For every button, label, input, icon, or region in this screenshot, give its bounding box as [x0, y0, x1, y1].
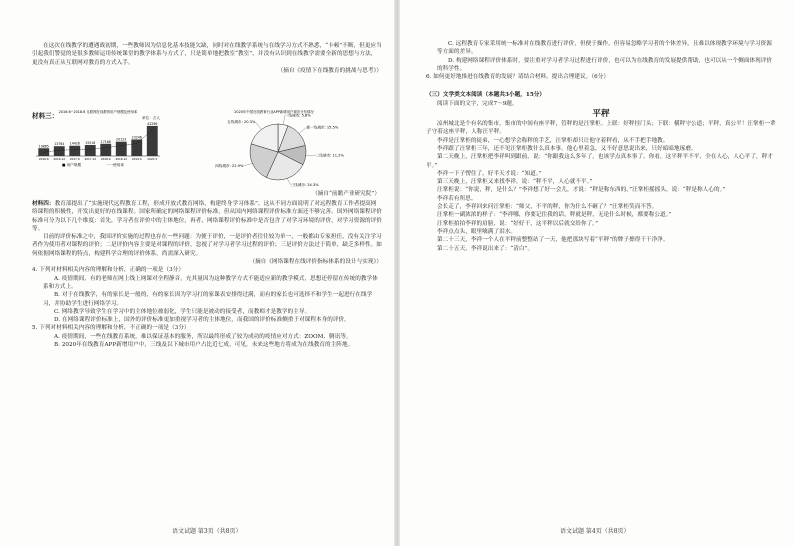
bar-chart [32, 108, 164, 168]
bar-chart-value-label: 23246 [131, 135, 142, 140]
right-page [400, 0, 794, 546]
bar-chart-value-label: 14426 [69, 141, 80, 146]
story-paragraph: 李祥点点头，眼里噙满了泪水。 [437, 228, 517, 235]
story-paragraph: 汪掌柜拍拍李祥的肩膀，说：“好好干，这平秤以后就交给你了。” [437, 220, 599, 227]
source-2: （摘自“前瞻产业研究院”） [312, 191, 380, 197]
section-3-instructions: 阅读下面的文字，完成7～9题。 [437, 100, 518, 107]
bar-chart-tick-label: 2018.12 [115, 157, 128, 161]
q4-option-d: D. 在网络课程评价标准上，国外的评价标准更加重视学习者的主体地位，而我国的评价标准侧重于对课程本身的评价。 [54, 317, 350, 324]
q5-option-b: B. 2020年在线教育APP新增用户中，三线及以下城市用户占比近七成，可见，未来这些地方将成为在线教育的主阵地。 [54, 342, 354, 349]
bar-chart-value-label: 42296 [147, 121, 158, 126]
bar-chart-tick-label: 2016.6 [38, 157, 49, 161]
left-column-top [32, 42, 382, 75]
story-paragraph: 会长走了，李祥回来问汪掌柜：“师父，不平的秤，你为什么不砸了？”汪掌柜笑而不答。 [437, 204, 658, 211]
left-column-body [32, 200, 382, 349]
bar-chart-tick-label: 2017.12 [84, 157, 97, 161]
bar-chart-legend-2: 一一使用率 [106, 163, 124, 167]
q4-option-c: C. 网络教学导致学生在学习中的主体地位被弱化，学生只能是被动的接受者，而教师才是教学的主导。 [54, 308, 311, 315]
bar-chart-bar [54, 146, 65, 156]
bar-chart-bar [85, 145, 96, 156]
bar-chart-value-label: 13764 [54, 142, 65, 147]
story-body [426, 120, 776, 253]
story-paragraph: 汪掌柜说：“你说，秤，是什么？”李祥想了好一会儿，才说：“秤是称东西的。”汪掌柜摇摇头，说：“秤是称人心的。” [437, 187, 726, 194]
pie-chart-slice-label: 四线城市: 22.9% [215, 163, 244, 168]
material-3-label: 材料三： [32, 112, 59, 120]
bar-chart-bar [147, 126, 158, 156]
bar-chart-tick-label: 2017.6 [69, 157, 80, 161]
pie-chart-title: 2020年中国在线教育行业APP新增用户城市分布情况 [234, 110, 314, 114]
pie-chart-slice-label: 五线城市: 20.3% [227, 120, 256, 125]
q4-stem: 4. 下列对材料相关内容的理解和分析，正确的一项是（3分） [32, 267, 184, 274]
intro-paragraph: 在这次在线教学的遭遇战初期，一些教师因为信息化基本技能欠缺，同时对在线教学系统与在线学习方式不熟悉，“卡顿”不断，但更应当引起我们警觉的是很多教师运用传统课堂的教学体系与方式了，只是简单地把教室“教室”，并没有认识到在线教学需要全新的思想与方法，更没有真正从互联网对教育的方式入手。 [32, 43, 382, 66]
bar-chart-value-label: 20123 [116, 137, 127, 142]
pie-chart-slice-label: 三线城市: 24.3% [290, 182, 319, 187]
pie-chart-leader-line [299, 127, 307, 133]
right-column [426, 40, 776, 253]
story-paragraph: 第二十三天，李祥一个人在平秤前整整站了一天，他把那块写着“平秤”的牌子擦得干干净净。 [437, 237, 669, 244]
bar-chart-value-label: 15518 [85, 140, 96, 145]
section-3-heading: （三）文学类文本阅读（本题共3小题，15分） [426, 92, 546, 99]
story-title: 平秤 [592, 109, 610, 120]
pie-chart [174, 108, 374, 190]
story-paragraph: 凉州城北是个有名的集市，集市的中间有座平秤，管秤的是汪掌柜。上联：好秤挂门头；下联：横秤守公道；平秤，真公平！汪掌柜一辈子守着这座平秤，人称汪平秤。 [426, 121, 776, 136]
bar-chart-bar [116, 142, 127, 156]
pie-chart-leader-line [255, 122, 261, 129]
bar-chart-value-label: 17186 [100, 139, 111, 144]
story-paragraph: 李祥跟了汪掌柜三年，还不见汪掌柜教什么真本事。他心里着急，又不好意思说出来，只好暗暗地琢磨。 [437, 145, 697, 152]
story-paragraph: 第三天晚上，汪掌柜又来找李祥，说：“秤不平，人心就不平。” [437, 179, 593, 186]
bar-chart-bar [131, 139, 142, 156]
bar-chart-title: 2016.6~2018.6 互联网在线教育用户规模及使用率 [58, 110, 138, 114]
story-paragraph: 汪掌柜一副浓浓的样子：“李祥哪，你要记住我的话，秤就是秤，无论什么时候，都要称公道。” [437, 212, 672, 219]
pie-chart-leader-line [243, 164, 252, 166]
bar-chart-tick-label: 2019.6 [131, 157, 142, 161]
pie-chart-slice-label: 一线城市: 5.8% [284, 113, 311, 118]
story-paragraph: 李祥一下子愣住了，好半天才说：“知道。” [437, 170, 542, 177]
right-footer: 语文试题 第4页（共8页） [560, 528, 630, 535]
bar-chart-tick-label: 2020.3 [147, 157, 158, 161]
bar-chart-ylabel: 单位：万人 [142, 116, 160, 120]
pie-chart-slice-label: 二线城市: 11.2% [315, 153, 344, 158]
story-paragraph: 第二十五天，李祥说出来了：“清白”。 [437, 245, 534, 252]
story-paragraph: 李祥是汪掌柜的徒弟，一心想学会称秤的手艺，汪掌柜却只让他守着秤看，从不手把手地教。 [437, 137, 669, 144]
story-paragraph: 第二天晚上，汪掌柜把李祥叫到跟前，说：“你跟我这么多年了，也该学点真本事了。你看，这平秤平不平，全在人心，人心平了，秤才平。” [426, 154, 773, 169]
bar-chart-tick-label: 2016.12 [53, 157, 66, 161]
q5-option-a: A. 疫情期间，一些在线教育系统，难以保证基本的服务，所以最终形成了较为成功的疫情应对方式：ZOOM、腾讯等。 [54, 333, 352, 340]
q5-stem: 5. 下列对材料相关内容的理解和分析，不正确的一项是（3分） [32, 325, 190, 332]
left-footer: 语文试题 第3页（共8页） [172, 528, 242, 535]
bar-chart-bar [69, 146, 80, 156]
material-4-p1: 教育部提出了“实施现代远程教育工程，形成开放式教育网络，构建终身学习体系”。这从不同方面说明了对远程教育工作者提高网络课程的积极性，开发出更好的在线课程。国家所确定的网络课程评价标准，但从国内网络课程评价标准方面还不够完善。国外网络课程评价标准可分为以下几个维度：首先，学习者在评价中的主体地位，再者，网络课程评价标准中是否包含了对学习环境的评价，对学习资源的评价等。 [32, 201, 382, 232]
material-4-p2: 目前的评价标准之中，我国评价实施的过程也存在一些问题：为便于评价，一是评价者往往较为单一，一般都由专家担任，没有关注学习者作为使用者对课程的评价；二是评价内容主要是对课程的评价，忽视了对学习者学习过程的评价；三是评价方法过于简单，缺乏多样性。如何依据网络课程的特点，构建科学合理的评价体系，尚需深入研究。 [32, 234, 382, 257]
bar-chart-value-label: 10865 [38, 144, 49, 149]
material-4-label: 材料四： [32, 201, 55, 207]
pie-chart-slice-label: 新一线城市: 15.5% [306, 125, 339, 130]
bar-chart-legend-1: ■ 用户规模 [62, 163, 81, 167]
source-1: （摘自《疫情下在线教育的挑战与思考》） [277, 67, 382, 74]
story-paragraph: 李祥若有所思。 [437, 195, 477, 202]
left-page [0, 0, 394, 546]
q4-option-b: B. 对于在线教学，有的家长是一般的，有的家长因为学习打的家课表安排得过满，而有的家长也可选择不和学生一起进行在线学习，并协助学生进行网络学习。 [43, 292, 373, 307]
pie-chart-leader-line [287, 178, 290, 185]
q5-option-d: D. 构建网络课程评价体系时，要注重对学习者学习过程进行评价，也可以为在线教育的发展提供帮助，也可以从一个侧面体现评价的科学性。 [437, 57, 773, 72]
source-3: （摘自《网络课程在线评价指标体系的设计与实现》） [249, 259, 382, 266]
q5-option-c: C. 远程教育专家采用统一标准对在线教育进行评价，但便于操作，但容易忽略学习者的个体差异，且难以体现教学环境与学习资源等方面的差异。 [437, 41, 772, 56]
bar-chart-tick-label: 2018.6 [100, 157, 111, 161]
q6-stem: 6. 如何更好地推进在线教育的发展？请结合材料，提出合理建议。（6分） [426, 74, 610, 81]
q4-option-a: A. 疫情期间，有的老师在网上线上网课对全程静音，充其量因为这种教学方式不能适应新的教学模式，思想还停留在传统的教学体系和方式上。 [43, 275, 378, 290]
bar-chart-bar [100, 144, 111, 156]
